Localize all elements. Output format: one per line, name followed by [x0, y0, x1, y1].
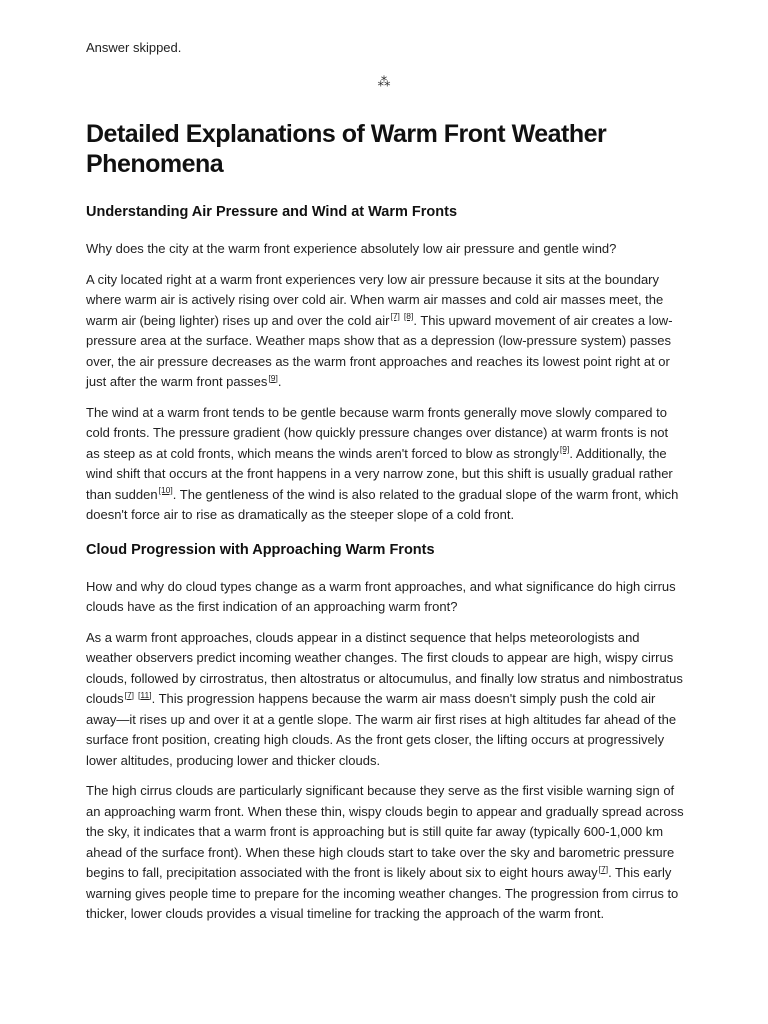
citation-link[interactable]: [7]: [390, 311, 400, 322]
paragraph-text: . This upward movement of air creates a low-pressure area at the surface. Weather maps show that as a depression (low-pressure system) passes over, the air pressure decreases as the warm front approaches and reaches its lowest point right at or just after the warm front passes: [86, 312, 673, 389]
paragraph-text: A city located right at a warm front experiences very low air pressure because it sits at the boundary where warm air is actively rising over cold air. When warm air masses and cold air masses meet, the warm air (being lighter) rises up and over the cold air: [86, 271, 664, 328]
section-heading-pressure-wind: Understanding Air Pressure and Wind at Warm Fronts: [86, 204, 458, 220]
citation-link[interactable]: [7]: [124, 689, 135, 700]
paragraph-cloud-sequence: [86, 628, 684, 772]
answer-skipped-note: Answer skipped.: [86, 40, 182, 55]
citation-link[interactable]: [7]: [598, 863, 609, 874]
citation-link[interactable]: [8]: [403, 311, 414, 322]
paragraph-text: The wind at a warm front tends to be gentle because warm fronts generally move slowly compared to cold fronts. The pressure gradient (how quickly pressure changes over distance) at warm fronts is not as steep as at cold fronts, which means the winds aren't forced to blow as strongly: [86, 404, 669, 461]
paragraph-text: . Additionally, the wind shift that occurs at the front happens in a very narrow zone, but this shift is usually gradual rather than sudden: [86, 445, 673, 502]
page-title: Detailed Explanations of Warm Front Weather Phenomena: [86, 120, 607, 178]
paragraph-text: As a warm front approaches, clouds appear in a distinct sequence that helps meteorologists and weather observers predict incoming weather changes. The first clouds to appear are high, wispy cirrus clouds, followed by cirrostratus, then altostratus or altocumulus, and finally low stratus and nimbostratus clouds: [86, 629, 683, 706]
citation-link[interactable]: [9]: [268, 372, 278, 383]
article-body: [86, 202, 684, 935]
paragraph-text: .: [277, 374, 282, 389]
citation-link[interactable]: [10]: [158, 485, 173, 496]
paragraph-low-pressure: [86, 270, 684, 393]
citation-link[interactable]: [9]: [559, 444, 570, 455]
citation-link[interactable]: [11]: [138, 689, 152, 700]
paragraph-gentle-wind: [86, 403, 684, 526]
paragraph-text: . This early warning gives people time to prepare for the incoming weather changes. The progression from cirrus to thicker, lower clouds provides a visual timeline for tracking the approach of the warm front.: [86, 865, 679, 921]
paragraph-cirrus-significance: [86, 781, 684, 925]
paragraph-text: The high cirrus clouds are particularly significant because they serve as the first visible warning sign of an approaching warm front. When these thin, wispy clouds begin to appear and gradually spread across the sky, it indicates that a warm front is approaching but is still quite far away (typically 600-1,000 km ahead of the surface front). When these high clouds start to take over the sky and barometric pressure begins to fall, precipitation associated with the front is likely about six to eight hours away: [86, 783, 684, 880]
paragraph-text: . The gentleness of the wind is also related to the gradual slope of the warm front, which doesn't force air to rise as dramatically as the steeper slope of a cold front.: [86, 486, 679, 522]
section-heading-cloud-progression: Cloud Progression with Approaching Warm Fronts: [86, 541, 435, 558]
question-pressure-wind: Why does the city at the warm front experience absolutely low air pressure and gentle wind?: [86, 241, 617, 256]
paragraph-text: . This progression happens because the warm air mass doesn't simply push the cold air away—it rises up and over it at a gentle slope. The warm air first rises at high altitudes far ahead of the surface front position, creating high clouds. As the front gets closer, the lifting occurs at progressively lower altitudes, producing lower and thicker clouds.: [86, 691, 677, 768]
section-divider-asterism: ⁂: [377, 74, 391, 89]
question-cloud-progression: How and why do cloud types change as a warm front approaches, and what significance do high cirrus clouds have as the first indication of an approaching warm front?: [86, 578, 676, 614]
